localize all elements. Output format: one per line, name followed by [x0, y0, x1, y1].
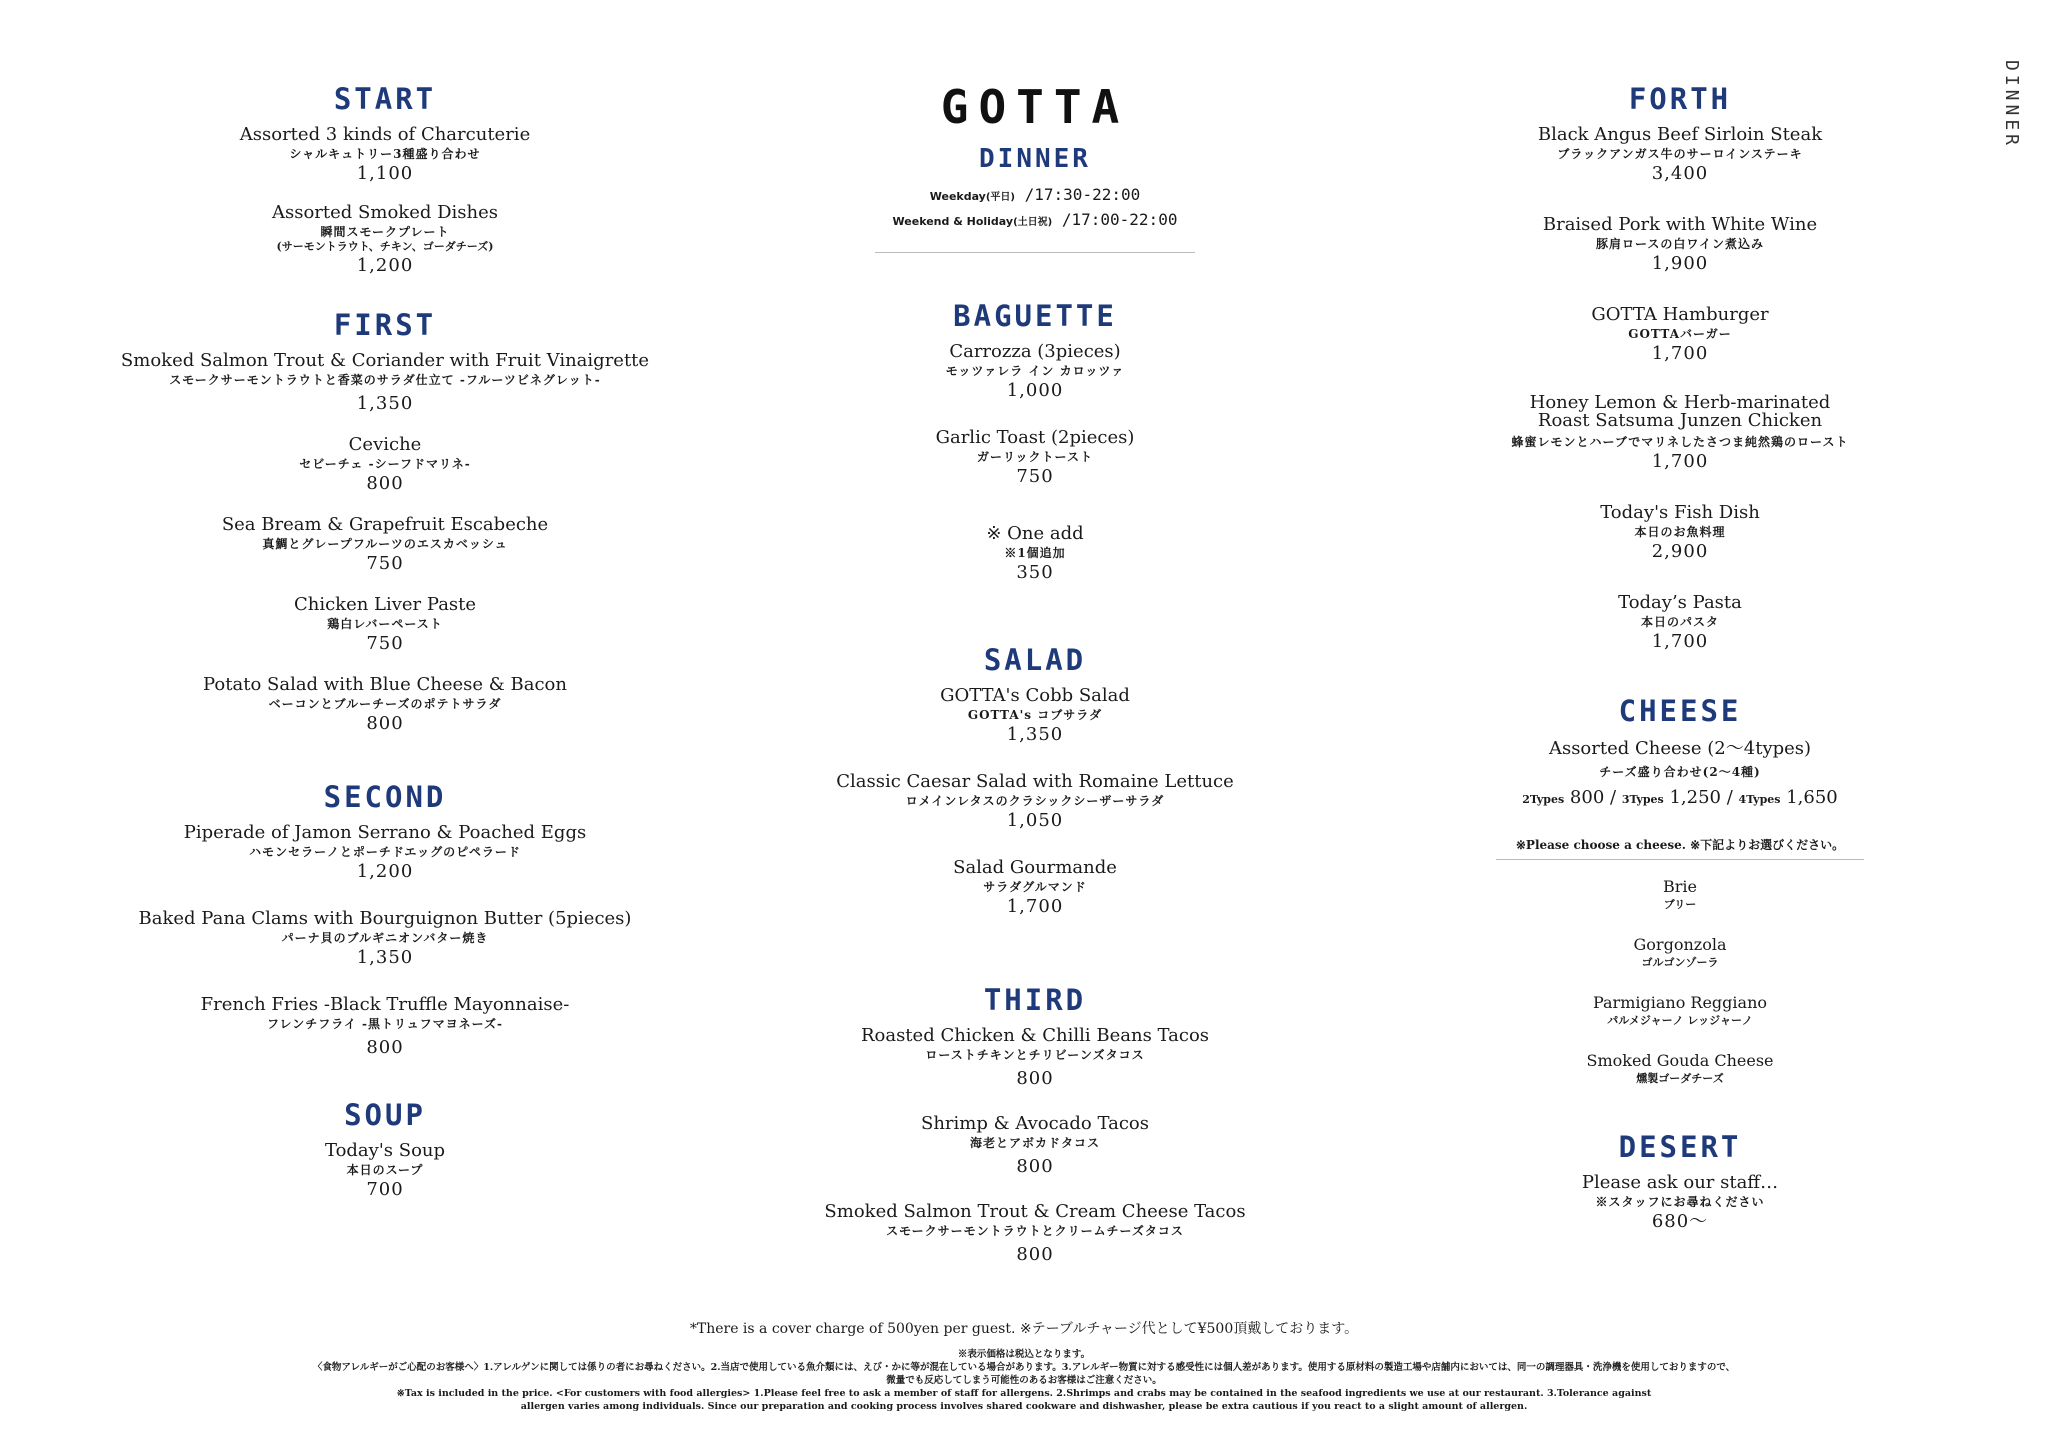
tax-note-jp: ※表示価格は税込となります。 — [957, 1349, 1091, 1360]
cheese-type: 2Types — [1522, 793, 1565, 806]
item-jp-name: パーナ貝のブルギニオンバター焼き — [281, 931, 489, 945]
hours-weekday — [930, 184, 1140, 209]
item-price: 1,350 — [356, 947, 414, 968]
hours-sub: (土日祝) — [1013, 217, 1053, 228]
hours-time: /17:30-22:00 — [1024, 185, 1141, 204]
item-price: 1,100 — [356, 163, 414, 184]
third-title: THIRD — [983, 983, 1087, 1017]
cheese-type: 3Types — [1621, 793, 1664, 806]
hours-time: /17:00-22:00 — [1061, 210, 1178, 229]
item-price: 750 — [366, 553, 404, 574]
item-name: Classic Caesar Salad with Romaine Lettuce — [836, 771, 1234, 792]
item-jp-name: GOTTA's コブサラダ — [967, 708, 1103, 722]
cheese-type: 4Types — [1738, 793, 1781, 806]
menu-item — [836, 771, 1234, 833]
hours-weekend — [893, 209, 1178, 234]
item-price: 1,350 — [356, 393, 414, 414]
hours-label: Weekday — [929, 190, 986, 203]
menu-item — [325, 1140, 445, 1202]
item-jp-name: 本日のお魚料理 — [1634, 525, 1726, 539]
item-jp-name: ベーコンとブルーチーズのポテトサラダ — [268, 697, 502, 711]
item-price: 1,000 — [1006, 380, 1064, 401]
item-price: 2,900 — [1651, 541, 1709, 562]
cheese-prices — [1522, 786, 1837, 812]
item-name: Today’s Pasta — [1618, 592, 1742, 613]
price-separator: / — [1610, 787, 1617, 808]
price-separator: / — [1726, 787, 1733, 808]
item-jp-name: 燻製ゴーダチーズ — [1636, 1072, 1724, 1085]
menu-item — [824, 1201, 1245, 1267]
item-jp-name: 本日のスープ — [346, 1163, 424, 1177]
item-jp-name: ※スタッフにお尋ねください — [1595, 1195, 1765, 1209]
item-price: 750 — [366, 633, 404, 654]
menu-item — [921, 1113, 1149, 1179]
item-name: Smoked Salmon Trout & Coriander with Fruit Vinaigrette — [120, 350, 650, 371]
allergy-note-jp-2: 微量でも反応してしまう可能性のあるお客様はご注意ください。 — [886, 1375, 1162, 1386]
menu-item — [139, 908, 632, 970]
salad-title: SALAD — [983, 643, 1087, 677]
menu-item — [1618, 592, 1742, 654]
item-price: 1,900 — [1651, 253, 1709, 274]
menu-item — [946, 341, 1125, 403]
item-jp-name: ガーリックトースト — [977, 450, 1093, 464]
item-price: 1,200 — [356, 861, 414, 882]
item-price: 1,200 — [356, 255, 414, 276]
menu-item — [953, 857, 1117, 919]
item-jp-name: ブリー — [1663, 898, 1697, 911]
item-name: Piperade of Jamon Serrano & Poached Eggs — [183, 822, 587, 843]
menu-item — [121, 350, 649, 416]
first-title: FIRST — [333, 308, 437, 342]
item-name: Please ask our staff… — [1581, 1172, 1779, 1193]
menu-item — [1538, 124, 1822, 186]
hours-label: Weekend & Holiday — [892, 215, 1014, 228]
cheese-kind — [1663, 876, 1697, 912]
menu-item — [294, 594, 476, 656]
baguette-title: BAGUETTE — [953, 299, 1117, 333]
item-jp-name: ハモンセラーノとポーチドエッグのピペラード — [249, 845, 521, 859]
item-jp-name: ローストチキンとチリビーンズタコス — [925, 1048, 1145, 1062]
item-name: Baked Pana Clams with Bourguignon Butter (5pieces) — [138, 908, 632, 929]
menu-item — [201, 994, 570, 1060]
item-price: 700 — [366, 1179, 404, 1200]
item-price: 800 — [366, 473, 404, 494]
item-jp-name: モッツァレラ イン カロッツァ — [945, 364, 1125, 378]
item-price: 750 — [1016, 466, 1054, 487]
allergy-note-jp: 〈食物アレルギーがご心配のお客様へ〉1.アレルゲンに関しては係りの者にお尋ねください。2.当店で使用している魚介類には、えび・かに等が混在している場合があります。3.アレルギー物質に対する感受性には個人差があります。使用する原材料の製造工場や店舗内においては、同一の調理器具・洗浄機を使用しておりますので、 — [312, 1362, 1736, 1373]
item-name: Assorted Smoked Dishes — [272, 202, 498, 223]
item-jp-name: 瞬間スモークプレート — [320, 225, 450, 239]
item-price: 1,350 — [1006, 724, 1064, 745]
menu-item — [986, 523, 1083, 585]
item-name: Garlic Toast (2pieces) — [935, 427, 1135, 448]
item-jp-name: ゴルゴンゾーラ — [1641, 956, 1719, 969]
item-price: 680〜 — [1651, 1211, 1709, 1232]
menu-item — [1600, 502, 1760, 564]
menu-item — [184, 822, 586, 884]
item-jp-name: ※1個追加 — [1004, 546, 1066, 560]
cheese-price: 800 — [1569, 787, 1605, 808]
menu-item — [299, 434, 470, 496]
item-jp-name: スモークサーモントラウトとクリームチーズタコス — [886, 1224, 1184, 1238]
item-price: 1,700 — [1006, 896, 1064, 917]
item-jp-name: 蜂蜜レモンとハーブでマリネしたさつま純然鶏のロースト — [1511, 435, 1849, 449]
cheese-title: CHEESE — [1618, 694, 1742, 728]
item-name: Potato Salad with Blue Cheese & Bacon — [203, 674, 567, 695]
cheese-kind — [1634, 934, 1727, 970]
item-name: Chicken Liver Paste — [293, 594, 477, 615]
item-name: Braised Pork with White Wine — [1542, 214, 1818, 235]
restaurant-logo: GOTTA — [940, 80, 1130, 134]
menu-item — [1543, 214, 1817, 276]
divider — [875, 252, 1195, 253]
item-name: Honey Lemon & Herb-marinated — [1529, 392, 1831, 413]
item-price: 800 — [1016, 1156, 1054, 1177]
item-name: Shrimp & Avocado Tacos — [920, 1113, 1149, 1134]
menu-item — [1591, 304, 1768, 366]
item-name-line2: Roast Satsuma Junzen Chicken — [1537, 410, 1823, 431]
item-name: Assorted 3 kinds of Charcuterie — [239, 124, 531, 145]
item-jp-name: ロメインレタスのクラシックシーザーサラダ — [905, 794, 1165, 808]
vertical-dinner-label: DINNER — [2001, 60, 2022, 150]
cheese-price: 1,650 — [1786, 787, 1838, 808]
item-price: 1,700 — [1651, 451, 1709, 472]
menu-item — [1512, 394, 1849, 474]
item-name: French Fries -Black Truffle Mayonnaise- — [200, 994, 570, 1015]
item-jp-name: スモークサーモントラウトと香菜のサラダ仕立て -フルーツビネグレット- — [169, 373, 601, 387]
footer — [0, 1318, 2048, 1413]
menu-item — [940, 685, 1130, 747]
item-name: Gorgonzola — [1633, 935, 1727, 954]
divider — [1496, 859, 1864, 860]
item-name: Smoked Salmon Trout & Cream Cheese Tacos — [824, 1201, 1246, 1222]
cheese-kind — [1586, 1050, 1773, 1086]
item-name: Parmigiano Reggiano — [1592, 993, 1768, 1012]
cover-charge-note: *There is a cover charge of 500yen per guest. ※テーブルチャージ代として¥500頂戴しております。 — [689, 1321, 1359, 1337]
item-name: Today's Soup — [324, 1140, 446, 1161]
item-jp-name: 豚肩ロースの白ワイン煮込み — [1595, 237, 1765, 251]
item-name: Ceviche — [348, 434, 422, 455]
menu-item — [240, 124, 530, 186]
assorted-cheese — [1549, 738, 1811, 780]
middle-column — [775, 0, 1295, 1267]
item-price: 800 — [1016, 1244, 1054, 1265]
second-title: SECOND — [323, 780, 447, 814]
item-price: 800 — [1016, 1068, 1054, 1089]
menu-item — [203, 674, 567, 736]
item-name: Black Angus Beef Sirloin Steak — [1537, 124, 1823, 145]
desert-item — [1582, 1172, 1778, 1234]
item-name: Salad Gourmande — [953, 857, 1117, 878]
menu-item — [272, 202, 498, 278]
right-column — [1430, 0, 1930, 1234]
dinner-title: DINNER — [979, 144, 1091, 174]
left-column — [100, 0, 670, 1202]
item-name: Roasted Chicken & Chilli Beans Tacos — [860, 1025, 1210, 1046]
item-jp-name: サラダグルマンド — [983, 880, 1087, 894]
item-name: ※ One add — [986, 523, 1084, 544]
item-jp-name: 本日のパスタ — [1640, 615, 1719, 629]
item-price: 800 — [366, 1037, 404, 1058]
desert-title: DESERT — [1618, 1130, 1742, 1164]
item-jp-name: パルメジャーノ レッジャーノ — [1607, 1014, 1753, 1027]
item-price: 800 — [366, 713, 404, 734]
menu-item — [861, 1025, 1209, 1091]
item-jp-name: セビーチェ -シーフドマリネ- — [299, 457, 471, 471]
item-name: Sea Bream & Grapefruit Escabeche — [221, 514, 549, 535]
item-price: 3,400 — [1651, 163, 1709, 184]
allergy-note-en-2: allergen varies among individuals. Since our preparation and cooking process involves shared cookware and dishwasher, please be extra cautious if you react to a slight amount of allergen. — [520, 1401, 1528, 1412]
soup-title: SOUP — [344, 1098, 426, 1132]
item-name: GOTTA Hamburger — [1591, 304, 1769, 325]
item-price: 1,050 — [1006, 810, 1064, 831]
item-price: 1,700 — [1651, 343, 1709, 364]
item-name: Smoked Gouda Cheese — [1586, 1051, 1774, 1070]
item-jp-name: 真鯛とグレープフルーツのエスカベッシュ — [262, 537, 508, 551]
item-jp-name: GOTTAバーガー — [1628, 327, 1732, 341]
item-jp-name: シャルキュトリー3種盛り合わせ — [289, 147, 481, 161]
allergy-note-en: ※Tax is included in the price. <For customers with food allergies> 1.Please feel free to ask a member of staff for allergens. 2.Shrimps and crabs may be contained in the seafood ingredients we use at our restaurant. 3.Tolerance against — [396, 1388, 1652, 1399]
cheese-note: ※Please choose a cheese. ※下記よりお選びください。 — [1515, 838, 1845, 852]
item-name: Today's Fish Dish — [1600, 502, 1760, 523]
item-jp-name: ブラックアンガス牛のサーロインステーキ — [1557, 147, 1803, 161]
item-jp-name: 海老とアボカドタコス — [969, 1136, 1100, 1150]
start-title: START — [333, 82, 437, 116]
cheese-kind — [1593, 992, 1767, 1028]
item-price: 350 — [1016, 562, 1054, 583]
menu-item — [936, 427, 1135, 489]
item-jp-detail: (サーモントラウト、チキン、ゴーダチーズ) — [276, 240, 494, 253]
item-jp-name: 鶏白レバーペースト — [327, 617, 443, 631]
hours-sub: (平日) — [985, 192, 1015, 203]
item-name: Carrozza (3pieces) — [949, 341, 1121, 362]
item-price: 1,700 — [1651, 631, 1709, 652]
item-jp-name: チーズ盛り合わせ(2〜4種) — [1599, 765, 1761, 779]
item-name: Assorted Cheese (2〜4types) — [1548, 738, 1812, 759]
forth-title: FORTH — [1628, 82, 1732, 116]
item-name: GOTTA's Cobb Salad — [940, 685, 1130, 706]
item-name: Brie — [1663, 877, 1697, 896]
cheese-price: 1,250 — [1669, 787, 1721, 808]
menu-item — [222, 514, 548, 576]
item-jp-name: フレンチフライ -黒トリュフマヨネーズ- — [266, 1017, 504, 1031]
